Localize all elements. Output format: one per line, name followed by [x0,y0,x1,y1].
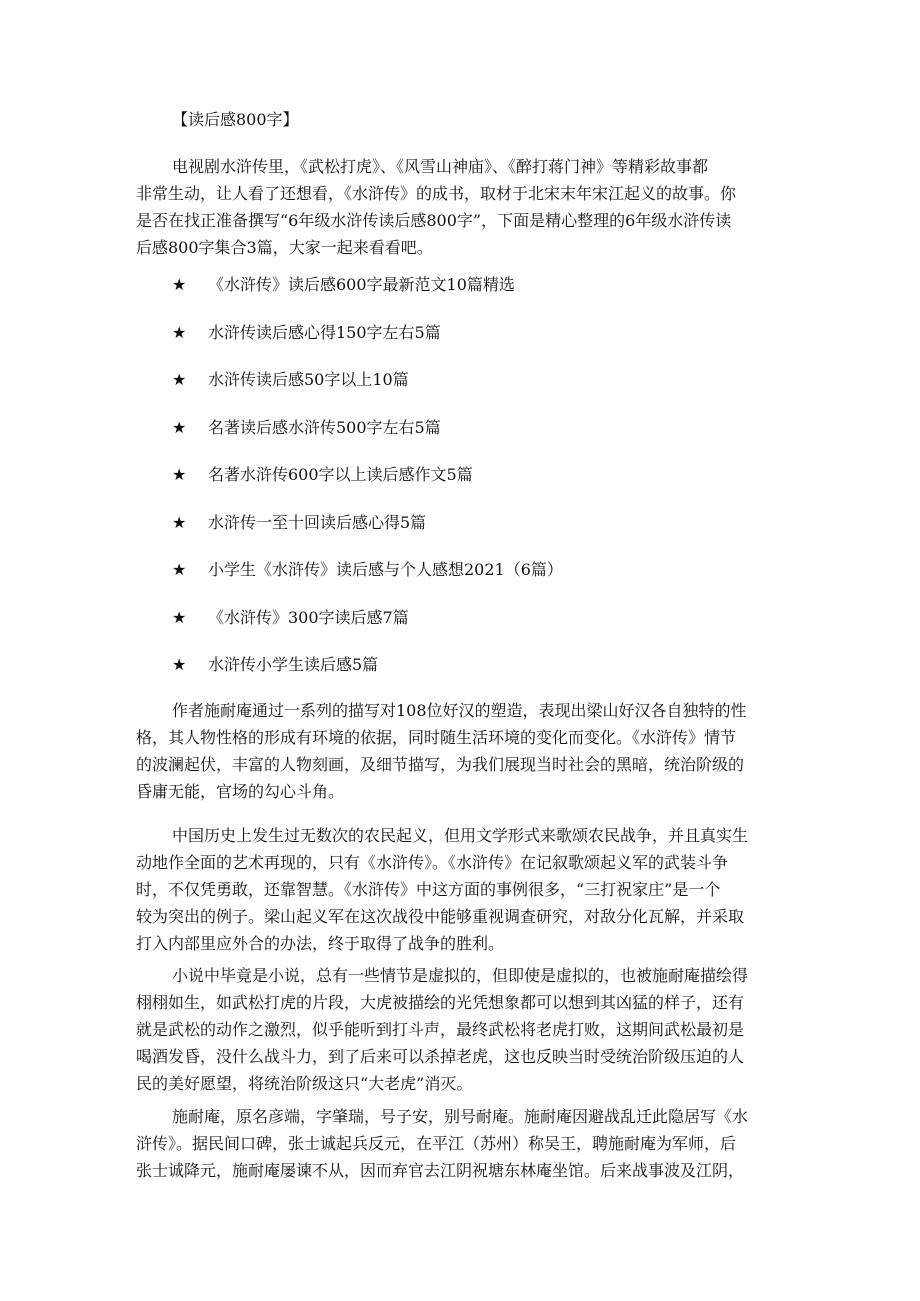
related-article-item[interactable] [172,318,563,366]
related-articles-list [172,270,563,698]
related-article-item[interactable] [172,650,563,698]
star-icon: ★ [172,465,187,484]
related-article-link[interactable]: 水浒传一至十回读后感心得5篇 [208,512,427,532]
star-icon: ★ [172,607,187,627]
related-article-link[interactable]: 水浒传小学生读后感5篇 [208,655,379,674]
related-article-item[interactable] [172,555,563,603]
intro-paragraph: 电视剧水浒传里，《武松打虎》、《风雪山神庙》、《醉打蒋门神》等精彩故事都 非常生动，让人看了还想看，《水浒传》的成书，取材于北宋末年宋江起义的故事。你 是否在找正准备撰写“6年级水浒传读后感800字”，下面是精心整理的6年级水浒传读 后感800字集合3篇，大家一起来看看吧。 [136,157,737,257]
star-icon: ★ [172,370,187,389]
star-icon: ★ [172,275,187,294]
related-article-link[interactable]: 《水浒传》300字读后感7篇 [208,607,409,627]
body-paragraph-1: 作者施耐庵通过一系列的描写对108位好汉的塑造，表现出梁山好汉各自独特的性 格，其人物性格的形成有环境的依据，同时随生活环境的变化而变化。《水浒传》情节 的波澜起伏，丰富的人物刻画，及细节描写，为我们展现当时社会的黑暗，统治阶级的 昏庸无能，官场的勾心斗角。 [136,701,747,801]
related-article-item[interactable] [172,413,563,461]
body-paragraph-2: 中国历史上发生过无数次的农民起义，但用文学形式来歌颂农民战争，并且真实生 动地作全面的艺术再现的，只有《水浒传》。《水浒传》在记叙歌颂起义军的武装斗争 时，不仅凭勇敢，还靠智慧。《水浒传》中这方面的事例很多，“三打祝家庄”是一个 较为突出的例子。梁山起义军在这次战役中能够重视调查研究，对敌分化瓦解，并采取 打入内部里应外合的办法，终于取得了战争的胜利。 [136,826,749,953]
related-article-item[interactable] [172,508,563,556]
related-article-link[interactable]: 名著读后感水浒传500字左右5篇 [208,417,441,437]
related-article-item[interactable] [172,460,563,508]
related-article-link[interactable]: 《水浒传》读后感600字最新范文10篇精选 [208,275,515,294]
star-icon: ★ [172,322,187,342]
related-article-link[interactable]: 水浒传读后感50字以上10篇 [208,370,409,389]
body-paragraph-3: 小说中毕竟是小说，总有一些情节是虚拟的，但即使是虚拟的，也被施耐庵描绘得 栩栩如生，如武松打虎的片段，大虎被描绘的光凭想象都可以想到其凶猛的样子，还有 就是武松的动作之激烈，似乎能听到打斗声，最终武松将老虎打败，这期间武松最初是 喝酒发昏，没什么战斗力，到了后来可以杀掉老虎，这也反映当时受统治阶级压迫的人 民的美好愿望，将统治阶级这只“大老虎”消灭。 [136,966,749,1093]
related-article-link[interactable]: 名著水浒传600字以上读后感作文5篇 [208,465,473,484]
document-title: 【读后感800字】 [172,110,299,129]
related-article-link[interactable]: 水浒传读后感心得150字左右5篇 [208,322,441,342]
related-article-item[interactable] [172,270,563,318]
body-paragraph-4: 施耐庵，原名彦端，字肇瑞，号子安，别号耐庵。施耐庵因避战乱迁此隐居写《水 浒传》。据民间口碑，张士诚起兵反元，在平江（苏州）称吴王，聘施耐庵为军师，后 张士诚降元，施耐庵屡谏不从，因而弃官去江阴祝塘东林庵坐馆。后来战事波及江阴， [136,1107,749,1180]
star-icon: ★ [172,417,187,437]
related-article-link[interactable]: 小学生《水浒传》读后感与个人感想2021（6篇） [208,560,563,579]
related-article-item[interactable] [172,365,563,413]
star-icon: ★ [172,655,187,674]
related-article-item[interactable] [172,603,563,651]
star-icon: ★ [172,560,187,579]
star-icon: ★ [172,512,187,532]
